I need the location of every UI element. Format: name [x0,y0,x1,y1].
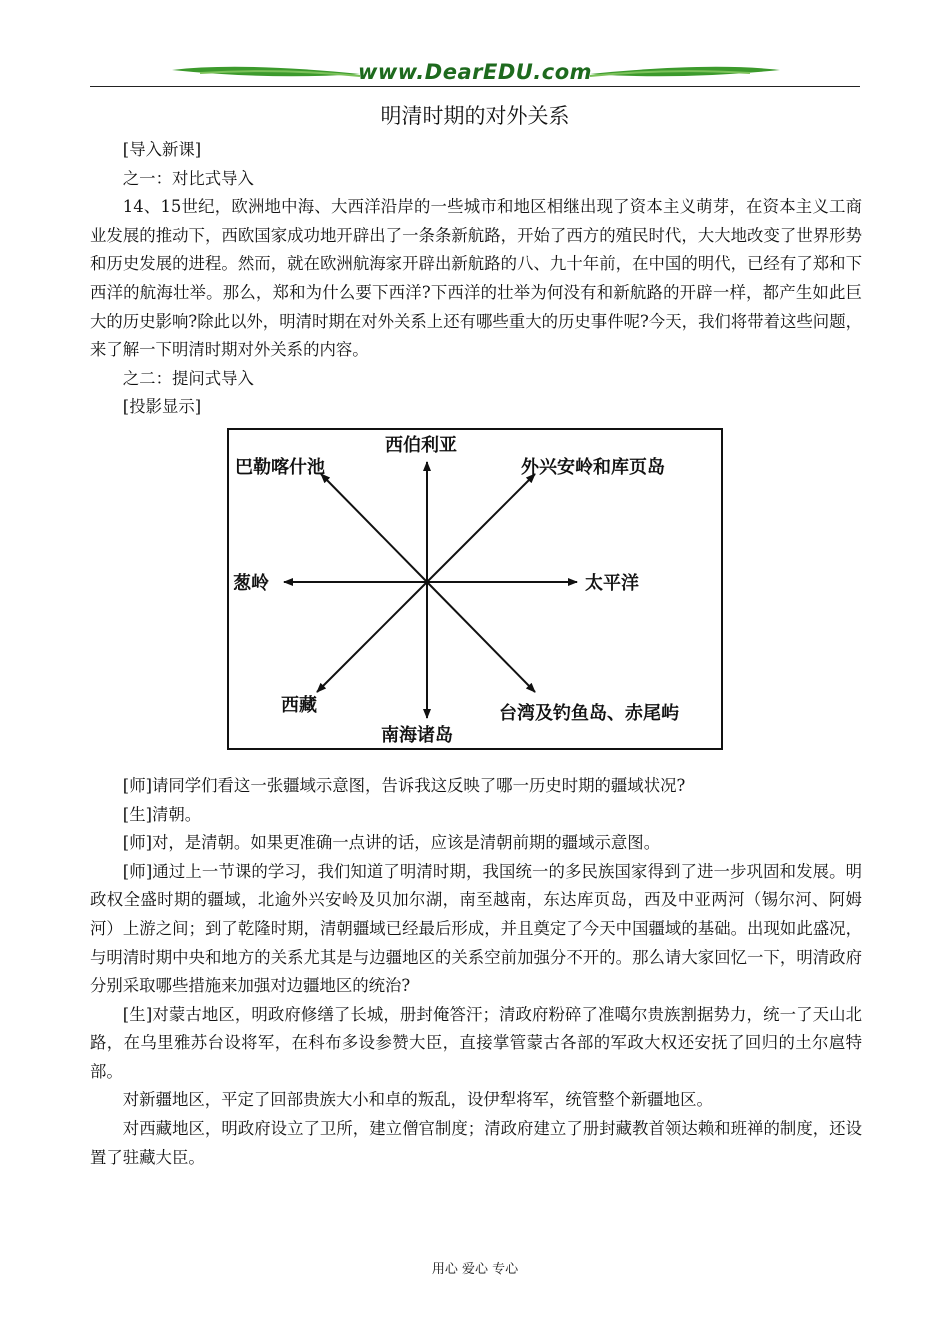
document-body [90,136,862,1172]
arrow-southeast [427,582,535,692]
dialogue-line: [生]清朝。 [122,804,202,824]
label-northwest: 巴勒喀什池 [235,456,325,478]
dialogue-line: [师]请同学们看这一张疆域示意图，告诉我这反映了哪一历史时期的疆域状况? [122,775,686,795]
arrow-northeast [427,474,535,582]
projection-label: [投影显示] [122,397,202,417]
label-west: 葱岭 [233,572,269,594]
label-east: 太平洋 [585,572,639,594]
label-southeast: 台湾及钓鱼岛、赤尾屿 [499,702,679,724]
page-title: 明清时期的对外关系 [380,104,570,128]
page-footer: 用心 爱心 专心 [431,1262,519,1277]
label-south: 南海诸岛 [381,724,453,746]
header-rule [90,86,860,87]
label-southwest: 西藏 [281,694,317,716]
label-northeast: 外兴安岭和库页岛 [521,456,665,478]
territory-diagram [227,428,723,750]
dialogue-line: [师]通过上一节课的学习，我们知道了明清时期，我国统一的多民族国家得到了进一步巩固和发展。明政权全盛时期的疆域，北逾外兴安岭及贝加尔湖，南至越南，东达库页岛，西及中亚两河（锡尔河、阿姆河）上游之间；到了乾隆时期，清朝疆域已经最后形成，并且奠定了今天中国疆域的基础。出现如此盛况，与明清时期中央和地方的关系尤其是与边疆地区的关系空前加强分不开的。那么请大家回忆一下，明清政府分别采取哪些措施来加强对边疆地区的统治? [90,861,862,996]
arrow-southwest [317,582,427,692]
section-label: [导入新课] [122,140,202,159]
dialogue-line: [生]对蒙古地区，明政府修缮了长城，册封俺答汗；清政府粉碎了准噶尔贵族割据势力，统一了天山北路，在乌里雅苏台设将军，在科布多设参赞大臣，直接掌管蒙古各部的军政大权还安抚了回归的土尔扈特部。 [90,1004,862,1081]
method2-label: 之二：提问式导入 [122,368,254,388]
method1-paragraph: 14、15世纪，欧洲地中海、大西洋沿岸的一些城市和地区相继出现了资本主义萌芽，在资本主义工商业发展的推动下，西欧国家成功地开辟出了一条条新航路，开始了西方的殖民时代，大大地改变了世界形势和历史发展的进程。然而，就在欧洲航海家开辟出新航路的八、九十年前，在中国的明代，已经有了郑和下西洋的航海壮举。那么，郑和为什么要下西洋?下西洋的壮举为何没有和新航路的开辟一样，都产生如此巨大的历史影响?除此以外，明清时期在对外关系上还有哪些重大的历史事件呢?今天，我们将带着这些问题，来了解一下明清时期对外关系的内容。 [90,197,862,360]
method1-label: 之一：对比式导入 [122,168,254,188]
site-logo-text[interactable]: www.DearEDU.com [357,60,593,84]
label-north: 西伯利亚 [385,434,457,456]
dialogue-line: 对新疆地区，平定了回部贵族大小和卓的叛乱，设伊犁将军，统管整个新疆地区。 [122,1090,713,1110]
dialogue-line: 对西藏地区，明政府设立了卫所，建立僧官制度；清政府建立了册封藏教首领达赖和班禅的制度，还设置了驻藏大臣。 [90,1119,862,1167]
arrow-northwest [321,474,427,582]
dialogue-line: [师]对，是清朝。如果更准确一点讲的话，应该是清朝前期的疆域示意图。 [122,833,661,853]
